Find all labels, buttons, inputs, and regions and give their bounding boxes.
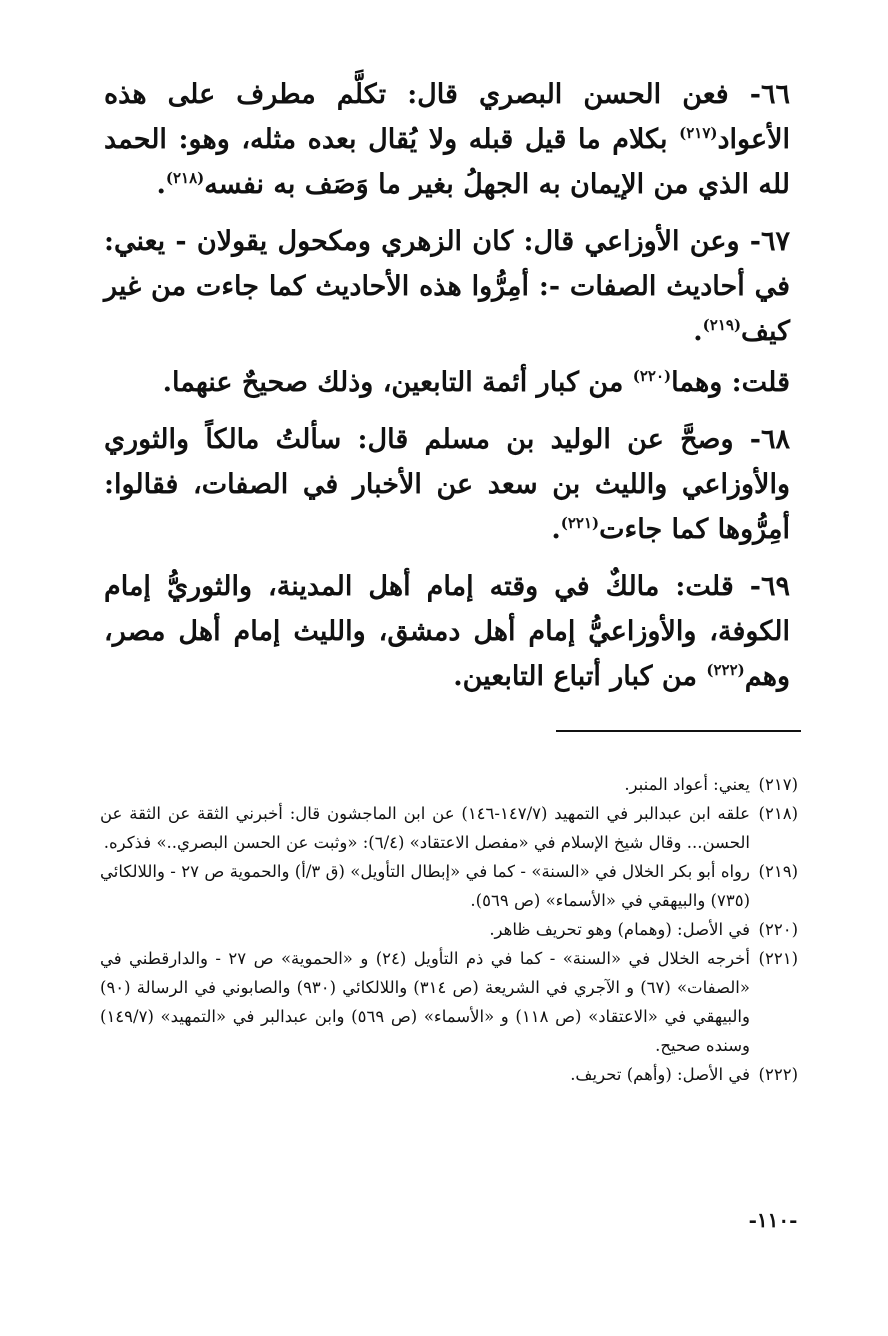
paragraph-text: . — [551, 514, 561, 545]
paragraph-69 — [104, 564, 790, 699]
footnote-ref: (٢١٩) — [702, 316, 742, 334]
footnote-number: (٢١٧) — [758, 775, 798, 794]
paragraph-number: ٦٧ — [760, 226, 790, 257]
footnote-219 — [100, 857, 798, 915]
paragraph-text: . — [693, 316, 703, 347]
paragraph-text: - وصحَّ عن الوليد بن مسلم قال: سألتُ مالكاً والثوري والأوزاعي والليث بن سعد عن الأخبار في الصفات، فقالوا: أمِرُّوها كما جاءت — [104, 424, 790, 545]
footnote-separator — [556, 730, 801, 732]
page-number: -١١٠- — [748, 1208, 798, 1232]
paragraph-text: قلت: وهما — [671, 367, 790, 398]
footnote-text: أخرجه الخلال في «السنة» - كما في ذم التأويل (٢٤) و «الحموية» ص ٢٧ - والدارقطني في «الصفات» (٦٧) و الآجري في الشريعة (ص ٣١٤) واللالكائي (٩٣٠) والصابوني في الرسالة (٩٠) والبيهقي في «الاعتقاد» (ص ١١٨) و «الأسماء» (ص ٥٦٩) وابن عبدالبر في «التمهيد» (١٤٩/٧) وسنده صحيح. — [100, 949, 750, 1055]
footnote-220 — [100, 915, 798, 944]
paragraph-text: من كبار أئمة التابعين، وذلك صحيحٌ عنهما. — [162, 367, 624, 398]
paragraph-text: - وعن الأوزاعي قال: كان الزهري ومكحول يقولان - يعني: في أحاديث الصفات -: أمِرُّوا هذه الأحاديث كما جاءت من غير كيف — [104, 226, 790, 347]
paragraph-number: ٦٩ — [760, 571, 790, 602]
paragraph-text: بكلام ما قيل قبله ولا يُقال بعده مثله، وهو: الحمد لله الذي من الإيمان به الجهلُ بغير ما وَصَف به نفسه — [104, 124, 790, 200]
footnotes — [100, 770, 798, 1089]
footnote-ref: (٢١٧) — [679, 124, 718, 142]
footnote-text: علقه ابن عبدالبر في التمهيد (١٤٧/٧-١٤٦) عن ابن الماجشون قال: أخبرني الثقة عن الثقة عن الحسن... وقال شيخ الإسلام في «مفصل الاعتقاد» (٦/٤): «وثبت عن الحسن البصري..» فذكره. — [100, 804, 751, 852]
paragraph-text: - قلت: مالكٌ في وقته إمام أهل المدينة، والثوريُّ إمام الكوفة، والأوزاعيُّ إمام أهل دمشق، والليث إمام أهل مصر، وهم — [104, 571, 790, 692]
paragraph-67 — [104, 219, 790, 354]
paragraph-number: ٦٨ — [760, 424, 790, 455]
paragraph-number: ٦٦ — [760, 79, 790, 110]
footnote-number: (٢١٨) — [758, 804, 798, 823]
footnote-ref: (٢١٨) — [165, 169, 205, 187]
paragraph-68 — [104, 417, 790, 552]
footnote-text: في الأصل: (وهمام) وهو تحريف ظاهر. — [489, 920, 750, 939]
footnote-ref: (٢٢١) — [560, 514, 600, 532]
footnote-ref: (٢٢٢) — [706, 661, 745, 679]
footnote-number: (٢٢٠) — [758, 920, 798, 939]
footnote-217 — [100, 770, 798, 799]
paragraph-text: . — [156, 169, 166, 200]
paragraph-66 — [104, 72, 790, 207]
main-text — [104, 72, 790, 711]
footnote-number: (٢٢٢) — [758, 1065, 798, 1084]
footnote-218 — [100, 799, 798, 857]
footnote-222 — [100, 1060, 798, 1089]
footnote-number: (٢١٩) — [758, 862, 798, 881]
paragraph-text: من كبار أتباع التابعين. — [453, 661, 697, 692]
footnote-221 — [100, 944, 798, 1060]
footnote-number: (٢٢١) — [758, 949, 798, 968]
paragraph-comment — [104, 360, 790, 405]
footnote-text: رواه أبو بكر الخلال في «السنة» - كما في «إبطال التأويل» (ق ٣/أ) والحموية ص ٢٧ - واللالكائي (٧٣٥) والبيهقي في «الأسماء» (ص ٥٦٩). — [100, 862, 750, 910]
footnote-text: في الأصل: (وأهم) تحريف. — [570, 1065, 750, 1084]
footnote-text: يعني: أعواد المنبر. — [624, 775, 750, 794]
footnote-ref: (٢٢٠) — [632, 367, 672, 385]
paragraph-text: - فعن الحسن البصري قال: تكلَّم مطرف على هذه الأعواد — [104, 79, 790, 155]
